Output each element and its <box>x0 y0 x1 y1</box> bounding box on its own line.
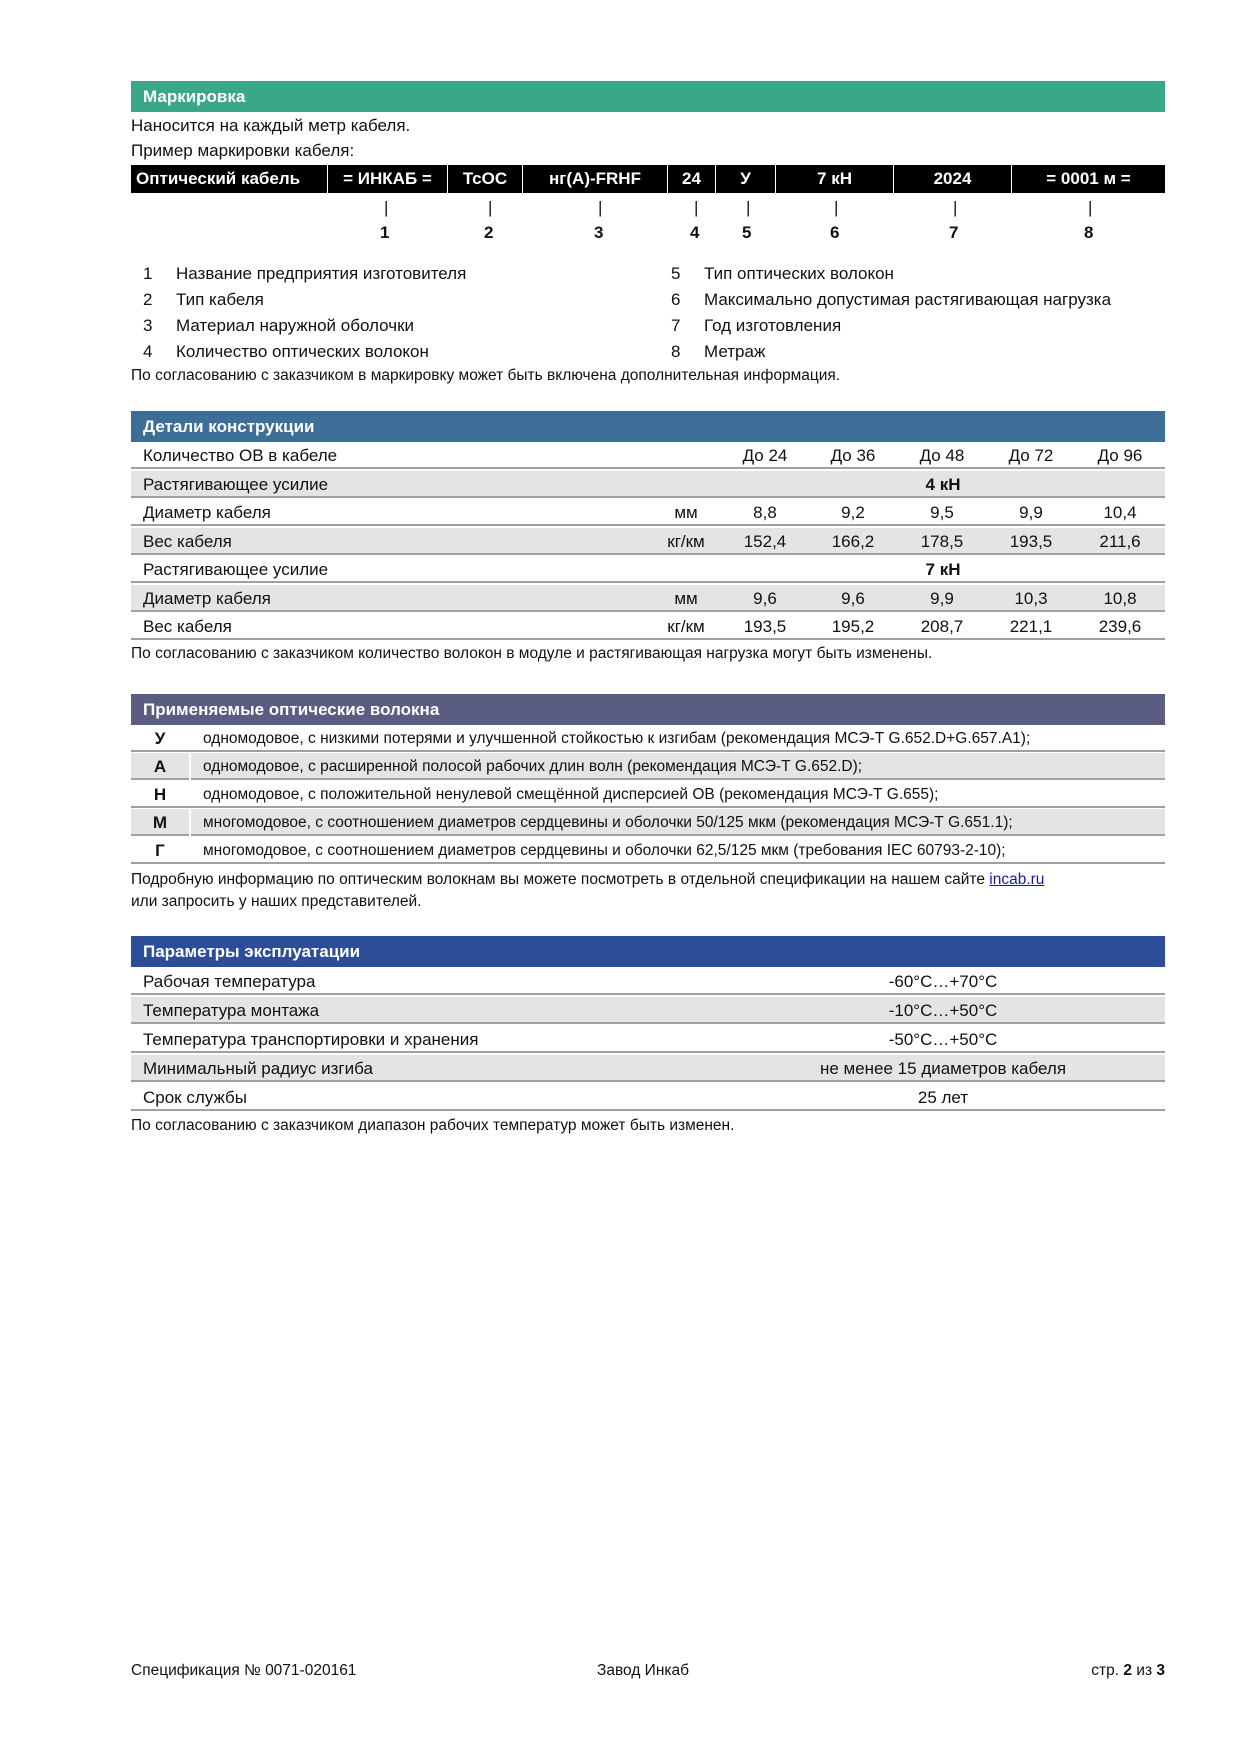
row-value: 9,9 <box>1019 503 1043 522</box>
fiber-description: многомодовое, с соотношением диаметров сердцевины и оболочки 62,5/125 мкм (требования IEC 60793-2-10); <box>203 842 1006 859</box>
legend-text: Тип оптических волокон <box>704 264 894 283</box>
row-label: Растягивающее усилие <box>143 560 329 579</box>
marking-section-header: Маркировка <box>131 81 1165 112</box>
divider <box>189 809 191 836</box>
fiber-row <box>131 725 1165 752</box>
row-value: 178,5 <box>920 532 964 551</box>
fiber-code: У <box>154 729 166 748</box>
tensile-value: 4 кН <box>925 475 961 494</box>
fiber-description: одномодовое, с низкими потерями и улучшенной стойкостью к изгибам (рекомендация МСЭ-Т G.652.D+G.657.A1); <box>203 730 1031 747</box>
table-row <box>131 613 1165 640</box>
page-prefix: стр. <box>1091 1662 1124 1679</box>
mark-cell-5: 24 <box>668 165 716 193</box>
row-unit: кг/км <box>667 617 705 636</box>
legend-text: Максимально допустимая растягивающая нагрузка <box>704 290 1112 309</box>
row-label: Диаметр кабеля <box>143 589 271 608</box>
legend-num: 7 <box>671 316 681 335</box>
footer-company: Завод Инкаб <box>597 1662 689 1679</box>
marking-example-bar <box>131 165 1165 193</box>
mark-cell-3: ТсОС <box>448 165 523 193</box>
construction-section-header: Детали конструкции <box>131 411 1165 442</box>
row-label: Срок службы <box>143 1088 247 1107</box>
row-value: 25 лет <box>917 1088 969 1107</box>
construction-header-row <box>131 442 1165 469</box>
legend-text: Тип кабеля <box>176 290 264 309</box>
pointer-1: | <box>384 198 389 217</box>
fiber-row <box>131 809 1165 836</box>
row-value: 9,6 <box>753 589 777 608</box>
operation-row <box>131 968 1165 995</box>
pointer-6: | <box>834 198 839 217</box>
page-mid: из <box>1131 1662 1157 1679</box>
row-value: 9,5 <box>930 503 954 522</box>
row-label: Рабочая температура <box>143 972 316 991</box>
row-label: Диаметр кабеля <box>143 503 271 522</box>
row-label: Растягивающее усилие <box>143 475 329 494</box>
row-unit: мм <box>674 589 698 608</box>
pointer-4: | <box>694 198 699 217</box>
marking-note: По согласованию с заказчиком в маркировку может быть включена дополнительная информация. <box>131 367 841 384</box>
fiber-row <box>131 753 1165 780</box>
row-value: 9,2 <box>841 503 865 522</box>
legend-num: 6 <box>671 290 681 309</box>
fiber-row <box>131 781 1165 808</box>
marker-number-7: 7 <box>949 223 959 242</box>
row-unit: мм <box>674 503 698 522</box>
mark-cell-7: 7 кН <box>776 165 894 193</box>
row-value: 152,4 <box>743 532 787 551</box>
row-label: Количество ОВ в кабеле <box>143 446 338 465</box>
fiber-code: А <box>153 757 167 776</box>
marker-number-8: 8 <box>1084 223 1094 242</box>
mark-cell-6: У <box>716 165 776 193</box>
fiber-description: многомодовое, с соотношением диаметров сердцевины и оболочки 50/125 мкм (рекомендация МСЭ-Т G.651.1); <box>203 814 1013 831</box>
legend-text: Количество оптических волокон <box>176 342 429 361</box>
footer-spec-number: Спецификация № 0071-020161 <box>131 1662 357 1679</box>
fibers-note-1 <box>131 871 1044 889</box>
pointer-8: | <box>1088 198 1093 217</box>
pointer-2: | <box>488 198 493 217</box>
marker-number-2: 2 <box>484 223 494 242</box>
row-value: 239,6 <box>1098 617 1142 636</box>
row-value: -60°C…+70°C <box>888 972 998 991</box>
pointer-3: | <box>598 198 603 217</box>
mark-cell-9: = 0001 м = <box>1046 169 1131 188</box>
row-value: -10°C…+50°C <box>888 1001 998 1020</box>
pointer-5: | <box>746 198 751 217</box>
fiber-description: одномодовое, с расширенной полосой рабочих длин волн (рекомендация МСЭ-Т G.652.D); <box>203 758 863 775</box>
marker-number-6: 6 <box>830 223 840 242</box>
col-header: До 36 <box>830 446 876 465</box>
row-value: -50°C…+50°C <box>888 1030 998 1049</box>
legend-num: 5 <box>671 264 681 283</box>
marker-number-5: 5 <box>742 223 752 242</box>
row-value: 208,7 <box>920 617 964 636</box>
legend-num: 4 <box>143 342 153 361</box>
divider <box>189 753 191 780</box>
mark-cell-1: Оптический кабель <box>131 165 328 193</box>
legend-num: 1 <box>143 264 153 283</box>
fibers-section-header: Применяемые оптические волокна <box>131 694 1165 725</box>
row-label: Температура транспортировки и хранения <box>143 1030 479 1049</box>
col-header: До 72 <box>1008 446 1054 465</box>
row-value: 221,1 <box>1009 617 1053 636</box>
fiber-row <box>131 837 1165 864</box>
row-value: 195,2 <box>831 617 875 636</box>
marking-line-2: Пример маркировки кабеля: <box>131 141 355 160</box>
row-value: 211,6 <box>1099 532 1141 551</box>
col-header: До 96 <box>1097 446 1143 465</box>
fiber-code: М <box>152 813 168 832</box>
row-value: 8,8 <box>753 503 777 522</box>
tensile-value: 7 кН <box>925 560 961 579</box>
row-label: Вес кабеля <box>143 617 232 636</box>
fiber-code: Г <box>155 841 165 860</box>
legend-text: Год изготовления <box>704 316 842 335</box>
page-total: 3 <box>1156 1662 1165 1679</box>
mark-cell-8: 2024 <box>894 165 1012 193</box>
fiber-description: одномодовое, с положительной ненулевой смещённой дисперсией ОВ (рекомендация МСЭ-Т G.655); <box>203 786 939 803</box>
incab-site-link[interactable]: incab.ru <box>989 871 1045 888</box>
legend-text: Название предприятия изготовителя <box>176 264 467 283</box>
operation-section-header: Параметры эксплуатации <box>131 936 1165 967</box>
row-label: Температура монтажа <box>143 1001 320 1020</box>
marker-number-1: 1 <box>380 223 390 242</box>
row-value: не менее 15 диаметров кабеля <box>819 1059 1067 1078</box>
pointer-7: | <box>953 198 958 217</box>
table-row <box>131 585 1165 612</box>
legend-text: Материал наружной оболочки <box>176 316 415 335</box>
operation-row <box>131 1026 1165 1053</box>
row-value: 10,8 <box>1103 589 1137 608</box>
footer-page-counter <box>1091 1662 1165 1680</box>
row-value: 10,3 <box>1014 589 1048 608</box>
row-value: 193,5 <box>743 617 787 636</box>
tensile-group-row <box>131 556 1165 583</box>
row-value: 193,5 <box>1009 532 1053 551</box>
row-value: 10,4 <box>1103 503 1137 522</box>
table-row <box>131 528 1165 555</box>
legend-num: 8 <box>671 342 681 361</box>
mark-cell-4: нг(А)-FRHF <box>523 165 668 193</box>
table-row <box>131 499 1165 526</box>
operation-row <box>131 997 1165 1024</box>
construction-note: По согласованию с заказчиком количество волокон в модуле и растягивающая нагрузка могут быть изменены. <box>131 645 933 662</box>
col-header: До 48 <box>919 446 965 465</box>
marker-number-3: 3 <box>594 223 604 242</box>
legend-num: 3 <box>143 316 153 335</box>
marker-number-4: 4 <box>690 223 700 242</box>
row-label: Минимальный радиус изгиба <box>143 1059 373 1078</box>
fiber-code: Н <box>153 785 167 804</box>
operation-row <box>131 1055 1165 1082</box>
row-value: 9,9 <box>930 589 954 608</box>
row-value: 166,2 <box>831 532 875 551</box>
mark-cell-2: = ИНКАБ = <box>328 165 448 193</box>
legend-text: Метраж <box>704 342 766 361</box>
operation-row <box>131 1084 1165 1111</box>
row-value: 9,6 <box>841 589 865 608</box>
marking-line-1: Наносится на каждый метр кабеля. <box>131 116 411 135</box>
row-unit: кг/км <box>667 532 705 551</box>
tensile-group-row <box>131 471 1165 498</box>
col-header: До 24 <box>742 446 788 465</box>
row-label: Вес кабеля <box>143 532 232 551</box>
legend-num: 2 <box>143 290 153 309</box>
fibers-note-2: или запросить у наших представителей. <box>131 893 422 910</box>
page-number: 2 <box>1123 1662 1132 1679</box>
fibers-note-text: Подробную информацию по оптическим волокнам вы можете посмотреть в отдельной спецификации на нашем сайте <box>131 871 985 888</box>
operation-note: По согласованию с заказчиком диапазон рабочих температур может быть изменен. <box>131 1117 735 1134</box>
